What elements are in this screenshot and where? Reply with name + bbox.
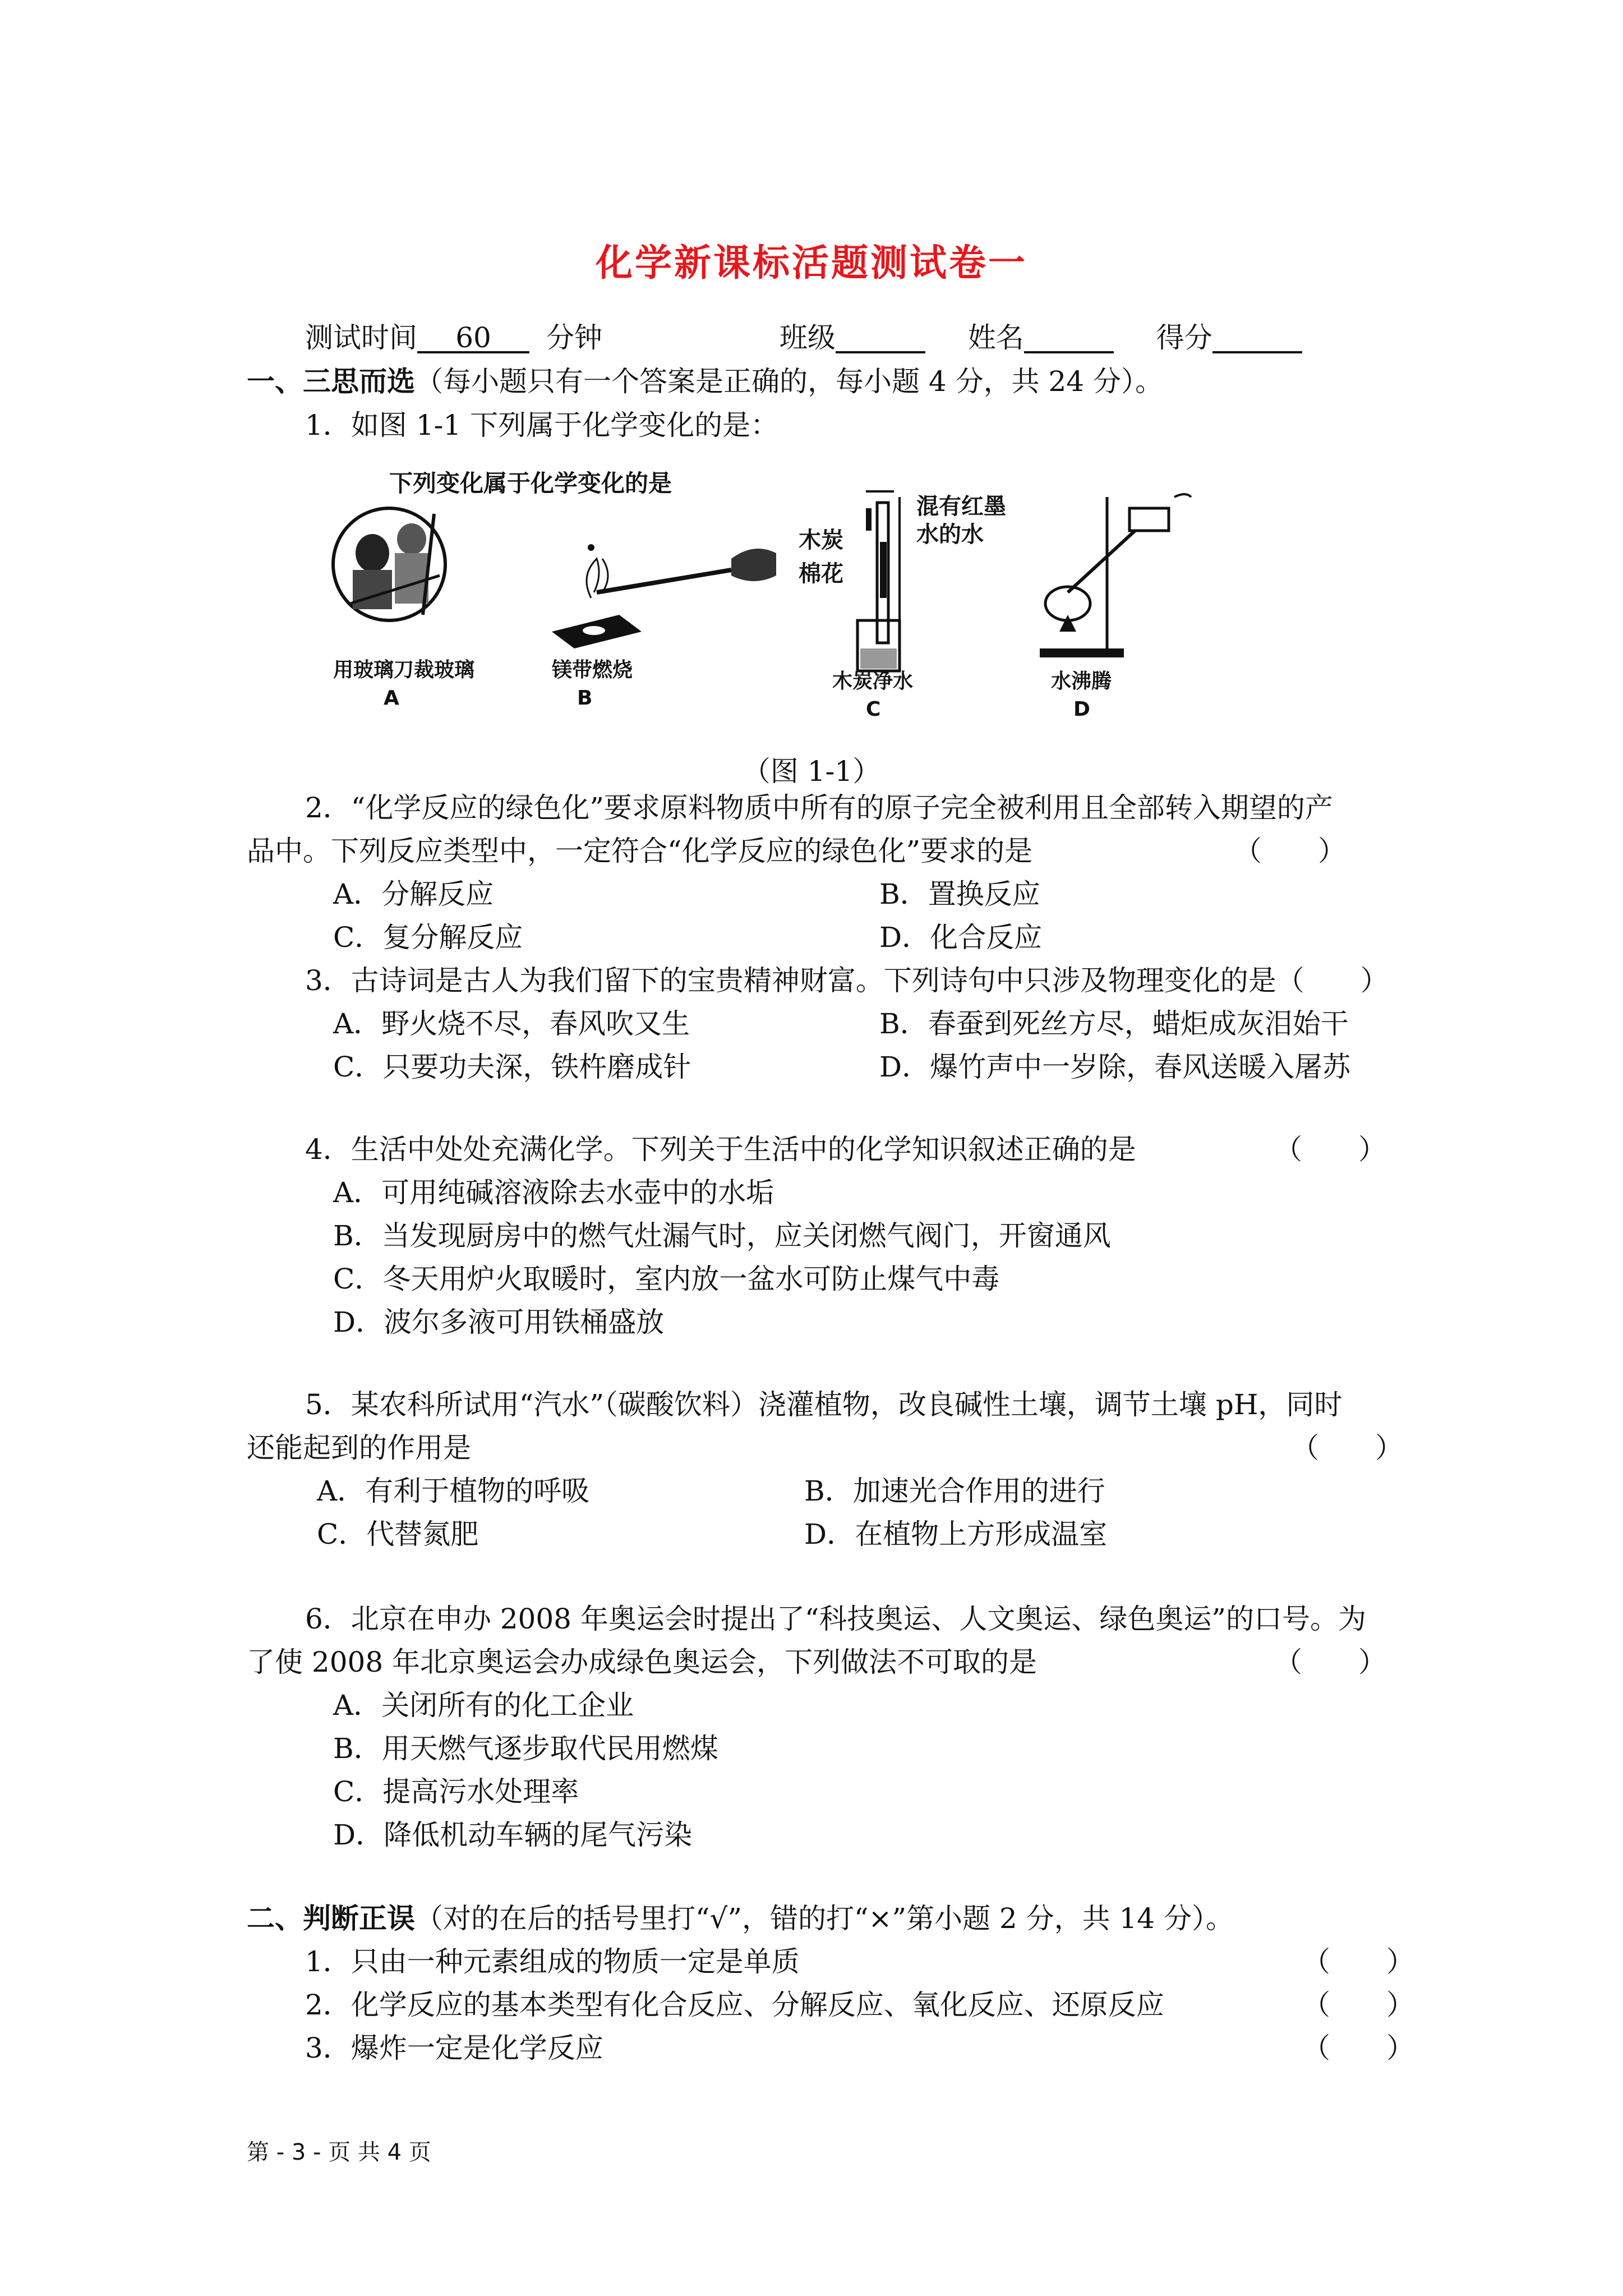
q6-line2: 了使 2008 年北京奥运会办成绿色奥运会，下列做法不可取的是: [247, 1646, 1038, 1678]
q5-line1: 5．某农科所试用“汽水”（碳酸饮料）浇灌植物，改良碱性土壤，调节土壤 pH，同时: [305, 1388, 1343, 1421]
section1-heading-row: [247, 365, 1163, 398]
time-value: 60: [417, 321, 529, 353]
section2-heading: 二、判断正误: [247, 1902, 415, 1935]
q6-option-c[interactable]: C．提高污水处理率: [333, 1775, 579, 1808]
section1-heading: 一、三思而选: [247, 365, 415, 398]
q2-option-a[interactable]: A．分解反应: [333, 878, 494, 910]
q1-text: 1．如图 1-1 下列属于化学变化的是：: [305, 409, 779, 441]
score-label: 得分: [1156, 321, 1212, 354]
section2-heading-row: [247, 1902, 1234, 1935]
q3-option-b[interactable]: B．春蚕到死丝方尽，蜡炬成灰泪始干: [879, 1007, 1349, 1040]
figure-c-water-1: 混有红墨: [916, 494, 1006, 519]
figure-heading: 下列变化属于化学变化的是: [389, 470, 672, 497]
figure-caption: （图 1-1）: [742, 755, 881, 788]
figure-c-letter: C: [866, 698, 881, 721]
q5-answer-paren[interactable]: （ ）: [1291, 1432, 1403, 1464]
q4-option-c[interactable]: C．冬天用炉火取暖时，室内放一盆水可防止煤气中毒: [333, 1263, 1000, 1295]
q5-option-d[interactable]: D．在植物上方形成温室: [804, 1518, 1108, 1550]
figure-1-1: [328, 463, 1197, 721]
figure-b-illustration: [552, 544, 776, 648]
figure-a-letter: A: [384, 687, 399, 710]
tf-item-3-paren[interactable]: （ ）: [1302, 2032, 1414, 2064]
figure-a-illustration: [333, 508, 445, 620]
q5-option-c[interactable]: C．代替氮肥: [317, 1518, 479, 1550]
section2-note: （对的在后的括号里打“√”，错的打“×”第小题 2 分，共 14 分）。: [415, 1902, 1234, 1935]
name-label: 姓名: [967, 321, 1024, 354]
tf-item-3: 3．爆炸一定是化学反应: [305, 2032, 603, 2064]
figure-c-mianhua: 棉花: [799, 561, 843, 587]
q4-answer-paren[interactable]: （ ）: [1274, 1133, 1386, 1166]
figure-d-illustration: [1040, 494, 1191, 657]
tf-item-1: 1．只由一种元素组成的物质一定是单质: [305, 1945, 800, 1978]
tf-item-1-paren[interactable]: （ ）: [1302, 1945, 1414, 1978]
q3-option-a[interactable]: A．野火烧不尽，春风吹又生: [333, 1007, 690, 1040]
figure-d-caption: 水沸腾: [1051, 670, 1112, 693]
tf-item-2: 2．化学反应的基本类型有化合反应、分解反应、氧化反应、还原反应: [305, 1989, 1164, 2021]
q2-option-c[interactable]: C．复分解反应: [333, 921, 523, 954]
score-blank[interactable]: [1212, 321, 1302, 353]
q2-option-b[interactable]: B．置换反应: [879, 878, 1040, 910]
time-unit: 分钟: [546, 321, 602, 354]
name-blank[interactable]: [1024, 321, 1114, 353]
q3-option-c[interactable]: C．只要功夫深，铁杵磨成针: [333, 1051, 691, 1083]
figure-b-caption: 镁带燃烧: [552, 659, 633, 682]
figure-d-letter: D: [1073, 698, 1090, 721]
q6-answer-paren[interactable]: （ ）: [1274, 1646, 1386, 1678]
page-title: 化学新课标活题测试卷一: [596, 241, 1027, 284]
figure-c-illustration: [857, 491, 900, 671]
page-footer: 第 - 3 - 页 共 4 页: [247, 2139, 431, 2165]
figure-c-mutan: 木炭: [799, 527, 843, 553]
q6-option-b[interactable]: B．用天燃气逐步取代民用燃煤: [333, 1732, 718, 1765]
q2-option-d[interactable]: D．化合反应: [879, 921, 1043, 954]
q5-option-a[interactable]: A．有利于植物的呼吸: [317, 1475, 590, 1507]
q6-option-a[interactable]: A．关闭所有的化工企业: [333, 1689, 634, 1722]
q6-line1: 6．北京在申办 2008 年奥运会时提出了“科技奥运、人文奥运、绿色奥运”的口号。为: [305, 1603, 1366, 1635]
q2-answer-paren[interactable]: （ ）: [1234, 835, 1346, 867]
q2-line1: 2．“化学反应的绿色化”要求原料物质中所有的原子完全被利用且全部转入期望的产: [305, 792, 1333, 824]
q4-line1: 4．生活中处处充满化学。下列关于生活中的化学知识叙述正确的是: [305, 1133, 1136, 1166]
q4-option-d[interactable]: D．波尔多液可用铁桶盛放: [333, 1306, 665, 1338]
time-label: 测试时间: [305, 321, 417, 354]
section1-note: （每小题只有一个答案是正确的，每小题 4 分，共 24 分）。: [415, 365, 1164, 398]
q5-option-b[interactable]: B．加速光合作用的进行: [804, 1475, 1105, 1507]
exam-info-row: [305, 321, 1302, 355]
q3-option-d[interactable]: D．爆竹声中一岁除，春风送暖入屠苏: [879, 1051, 1351, 1083]
q3-line1: 3．古诗词是古人为我们留下的宝贵精神财富。下列诗句中只涉及物理变化的是（ ）: [305, 964, 1389, 997]
figure-c-water-2: 水的水: [916, 522, 984, 547]
q6-option-d[interactable]: D．降低机动车辆的尾气污染: [333, 1819, 693, 1851]
q5-line2: 还能起到的作用是: [247, 1432, 471, 1464]
class-blank[interactable]: [836, 321, 925, 353]
q4-option-a[interactable]: A．可用纯碱溶液除去水壶中的水垢: [333, 1176, 774, 1209]
tf-item-2-paren[interactable]: （ ）: [1302, 1989, 1414, 2021]
q4-option-b[interactable]: B．当发现厨房中的燃气灶漏气时，应关闭燃气阀门，开窗通风: [333, 1220, 1111, 1252]
q2-line2: 品中。下列反应类型中，一定符合“化学反应的绿色化”要求的是: [247, 835, 1033, 867]
figure-b-letter: B: [577, 687, 593, 710]
figure-c-caption: 木炭净水: [832, 670, 914, 693]
class-label: 班级: [779, 321, 836, 354]
figure-a-caption: 用玻璃刀裁玻璃: [333, 659, 475, 682]
